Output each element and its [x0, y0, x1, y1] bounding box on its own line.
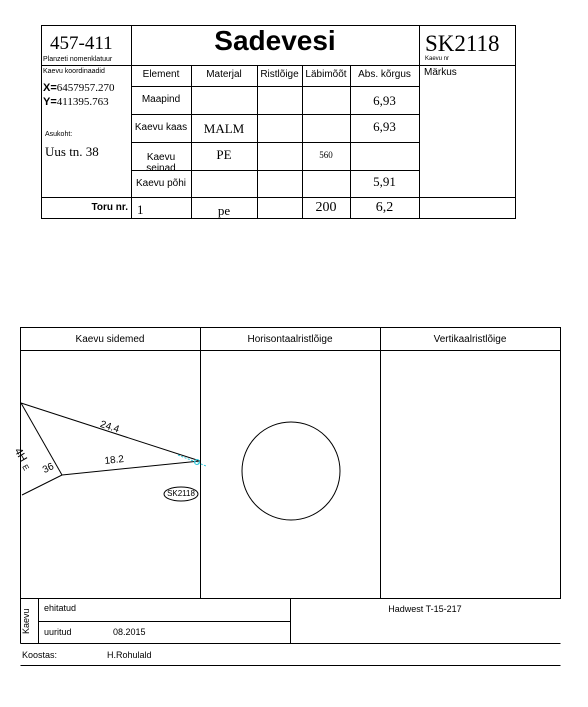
well-marker-icon: [178, 455, 206, 466]
y-label: Y=: [43, 96, 57, 108]
plan-number: 457-411: [50, 33, 113, 54]
row-height: 5,91: [373, 174, 396, 189]
company: Hadwest T-15-217: [388, 604, 462, 614]
x-label: X=: [43, 82, 57, 94]
col-abs-height: Abs. kõrgus: [358, 69, 411, 80]
sketch-label-24-4: 24.4: [98, 419, 121, 436]
row-element: Kaevu seinad: [146, 152, 176, 174]
building-label: 4H: [11, 446, 30, 465]
row-height: 6,93: [373, 93, 396, 108]
coords-label: Kaevu koordinaadid: [43, 68, 105, 75]
surveyed-label: uuritud: [44, 627, 72, 637]
row-material: PE: [216, 147, 232, 162]
row-diameter: 560: [319, 150, 333, 160]
building-sublabel: E: [20, 463, 31, 473]
sketch-line-18-2: [62, 461, 200, 475]
page-title: Sadevesi: [214, 25, 336, 56]
row-element: Kaevu põhi: [135, 178, 187, 189]
author: H.Rohulald: [107, 650, 152, 660]
plan-number-label: Planzeti nomenklatuur: [43, 56, 113, 63]
pipe-height: 6,2: [375, 200, 394, 215]
well-tag: SK2118: [167, 489, 195, 498]
sketch-label-36: 36: [41, 461, 56, 476]
panel-title-connections: Kaevu sidemed: [75, 334, 145, 345]
row-height: 6,93: [373, 119, 396, 134]
pipe-material: pe: [217, 203, 231, 218]
col-material: Materjal: [206, 69, 242, 80]
pipe-diameter: 200: [315, 200, 337, 215]
side-label-box: [20, 598, 38, 643]
col-cross-section: Ristlõige: [260, 69, 299, 80]
col-element: Element: [142, 69, 180, 80]
y-value: 411395.763: [56, 96, 109, 108]
row-element: Kaevu kaas: [134, 122, 188, 133]
col-remarks: Märkus: [424, 67, 457, 78]
well-id: SK2118: [425, 31, 500, 56]
row-material: MALM: [203, 121, 245, 136]
author-label: Koostas:: [22, 650, 58, 660]
x-coordinate: [43, 82, 115, 94]
sketch-line-short: [22, 475, 62, 495]
panel-title-vertical: Vertikaalristlõige: [433, 334, 507, 345]
surveyed-date: 08.2015: [113, 627, 146, 637]
y-coordinate: [43, 96, 109, 108]
well-id-label: Kaevu nr: [425, 56, 450, 62]
sketch-label-18-2: 18.2: [104, 453, 125, 467]
col-diameter: Läbimõõt: [305, 69, 347, 80]
side-label: Kaevu: [21, 608, 31, 634]
location-label: Asukoht:: [45, 131, 73, 138]
pipe-label: Toru nr.: [91, 202, 128, 213]
horizontal-section-circle: [242, 422, 340, 520]
x-value: 6457957.270: [56, 82, 115, 94]
panel-title-horizontal: Horisontaalristlõige: [247, 334, 333, 345]
location-value: Uus tn. 38: [45, 144, 99, 159]
pipe-number: 1: [137, 202, 144, 217]
row-element: Maapind: [141, 94, 181, 105]
built-label: ehitatud: [44, 603, 77, 613]
